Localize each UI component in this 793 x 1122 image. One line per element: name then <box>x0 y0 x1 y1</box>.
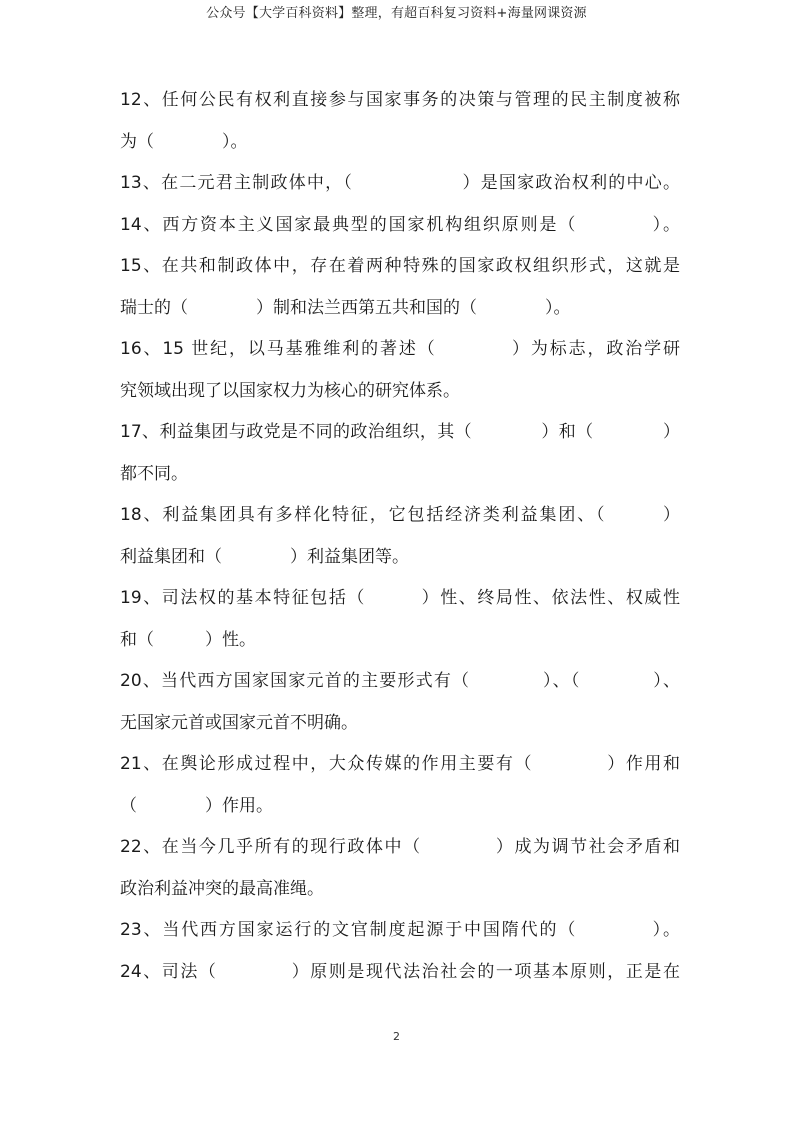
question-12-line-2: 为（ ）。 <box>120 131 248 152</box>
question-20-line-1: 20、当代西方国家国家元首的主要形式有（ ）、（ ）、 <box>120 671 680 691</box>
question-24-line-1: 24、司法（ ）原则是现代法治社会的一项基本原则，正是在 <box>120 961 680 982</box>
question-17-line-2: 都不同。 <box>120 463 188 484</box>
question-19-line-1: 19、司法权的基本特征包括（ ）性、终局性、依法性、权威性 <box>120 588 680 608</box>
question-19-line-2: 和（ ）性。 <box>120 629 256 650</box>
question-18-line-1: 18、利益集团具有多样化特征，它包括经济类利益集团、（ ） <box>120 505 680 525</box>
question-22-line-1: 22、在当今几乎所有的现行政体中（ ）成为调节社会矛盾和 <box>120 837 680 857</box>
question-15-line-1: 15、在共和制政体中，存在着两种特殊的国家政权组织形式，这就是 <box>120 256 680 276</box>
page-header: 公众号【大学百科资料】整理，有超百科复习资料+海量网课资源 <box>206 6 587 21</box>
question-17-line-1: 17、利益集团与政党是不同的政治组织，其（ ）和（ ） <box>120 422 680 442</box>
question-15-line-2: 瑞士的（ ）制和法兰西第五共和国的（ ）。 <box>120 297 571 318</box>
question-16-line-2: 究领域出现了以国家权力为核心的研究体系。 <box>120 380 460 401</box>
page-number: 2 <box>393 1030 400 1043</box>
question-23-line-1: 23、当代西方国家运行的文官制度起源于中国隋代的（ ）。 <box>120 920 680 940</box>
question-18-line-2: 利益集团和（ ）利益集团等。 <box>120 546 409 567</box>
question-21-line-2: （ ）作用。 <box>120 795 273 816</box>
question-13-line-1: 13、在二元君主制政体中，（ ）是国家政治权利的中心。 <box>120 173 680 193</box>
question-12-line-1: 12、任何公民有权利直接参与国家事务的决策与管理的民主制度被称 <box>120 90 680 110</box>
question-16-line-1: 16、15 世纪，以马基雅维利的著述（ ）为标志，政治学研 <box>120 339 680 359</box>
question-14-line-1: 14、西方资本主义国家最典型的国家机构组织原则是（ ）。 <box>120 214 680 235</box>
question-22-line-2: 政治利益冲突的最高准绳。 <box>120 878 324 899</box>
question-20-line-2: 无国家元首或国家元首不明确。 <box>120 712 358 733</box>
question-list <box>120 80 680 993</box>
question-21-line-1: 21、在舆论形成过程中，大众传媒的作用主要有（ ）作用和 <box>120 754 680 774</box>
